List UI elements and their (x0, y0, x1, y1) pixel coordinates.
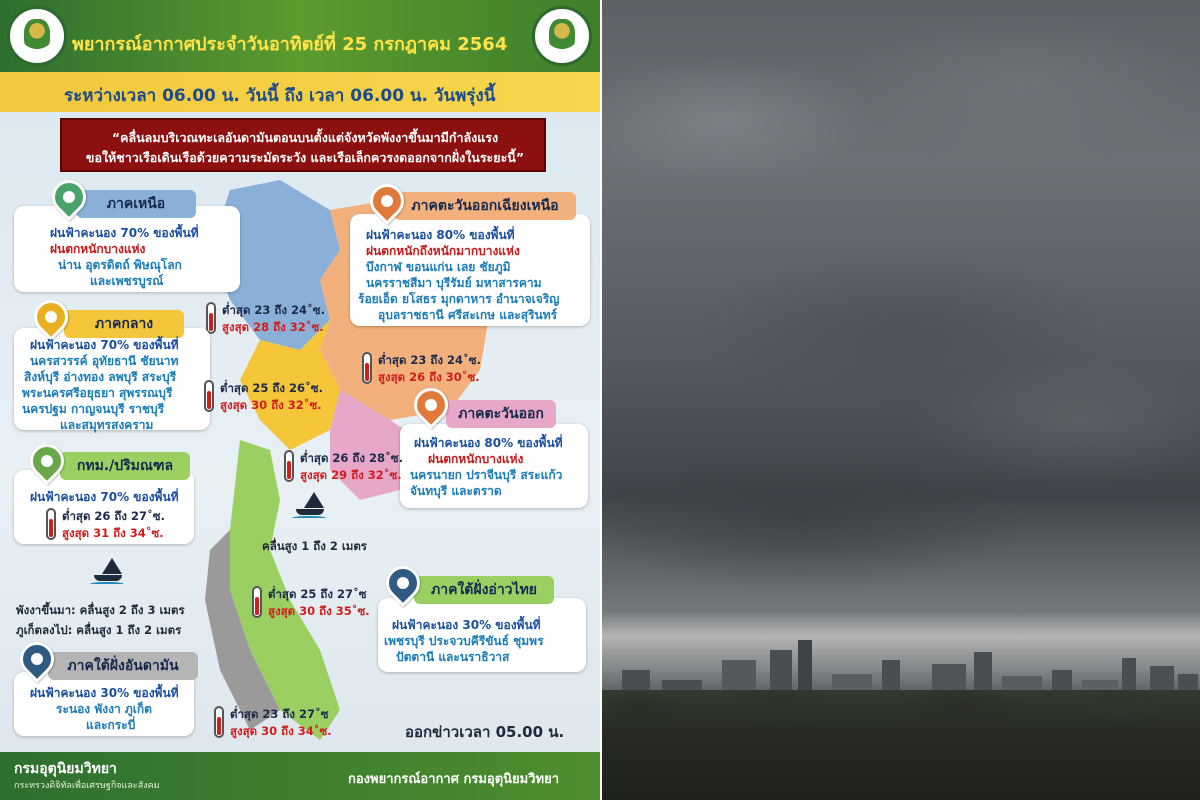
temp-max: สูงสุด 30 ถึง 35˚ซ. (268, 604, 370, 618)
provinces-northeast: นครราชสีมา บุรีรัมย์ มหาสารคาม (366, 276, 542, 290)
heavy-rain-north: ฝนตกหนักบางแห่ง (50, 242, 146, 256)
storm-cloud-photo (602, 0, 1200, 800)
provinces-south-gulf: เพชรบุรี ประจวบคีรีขันธ์ ชุมพร (384, 634, 544, 648)
provinces-northeast: อุบลราชธานี ศรีสะเกษ และสุรินทร์ (378, 308, 558, 322)
temperature-northeast (362, 352, 492, 388)
rain-chance-north: ฝนฟ้าคะนอง 70% ของพื้นที่ (50, 226, 199, 240)
temp-min: ต่ำสุด 26 ถึง 28˚ซ. (300, 451, 403, 465)
provinces-central: สิงห์บุรี อ่างทอง ลพบุรี สระบุรี (24, 370, 177, 384)
thermometer-icon (204, 380, 214, 412)
region-tag-central: ภาคกลาง (64, 310, 184, 338)
temperature-bangkok (46, 508, 176, 544)
rain-chance-south-andaman: ฝนฟ้าคะนอง 30% ของพื้นที่ (30, 686, 179, 700)
provinces-central: นครสวรรค์ อุทัยธานี ชัยนาท (30, 354, 179, 368)
marine-warning-box (60, 118, 546, 172)
heavy-rain-northeast: ฝนตกหนักถึงหนักมากบางแห่ง (366, 244, 520, 258)
temp-max: สูงสุด 30 ถึง 32˚ซ. (220, 398, 322, 412)
provinces-central: พระนครศรีอยุธยา สุพรรณบุรี (22, 386, 173, 400)
thermometer-icon (214, 706, 224, 738)
region-tag-bangkok: กทม./ปริมณฑล (60, 452, 190, 480)
storm-clouds (602, 0, 1200, 640)
region-tag-east: ภาคตะวันออก (446, 400, 556, 428)
temperature-south-gulf (252, 586, 382, 622)
thermometer-icon (46, 508, 56, 540)
tmd-logo-icon (7, 6, 67, 66)
thermometer-icon (284, 450, 294, 482)
region-tag-south-andaman: ภาคใต้ฝั่งอันดามัน (48, 652, 198, 680)
thermometer-icon (206, 302, 216, 334)
provinces-central: และสมุทรสงคราม (60, 418, 154, 432)
temp-min: ต่ำสุด 23 ถึง 24˚ซ. (378, 353, 481, 367)
temperature-north (206, 302, 336, 338)
provinces-north: น่าน อุตรดิตถ์ พิษณุโลก (58, 258, 182, 272)
provinces-south-gulf: ปัตตานี และนราธิวาส (396, 650, 510, 664)
provinces-northeast: บึงกาฬ ขอนแก่น เลย ชัยภูมิ (366, 260, 511, 274)
thermometer-icon (362, 352, 372, 384)
footer-division: กองพยากรณ์อากาศ กรมอุตุนิยมวิทยา (348, 772, 560, 787)
tree-line (602, 690, 1200, 800)
region-tag-northeast: ภาคตะวันออกเฉียงเหนือ (394, 192, 576, 220)
rain-chance-east: ฝนฟ้าคะนอง 80% ของพื้นที่ (414, 436, 563, 450)
temp-min: ต่ำสุด 25 ถึง 27˚ซ (268, 587, 367, 601)
temperature-south-andaman (214, 706, 344, 742)
rain-chance-central: ฝนฟ้าคะนอง 70% ของพื้นที่ (30, 338, 179, 352)
provinces-east: จันทบุรี และตราด (410, 484, 502, 498)
provinces-east: นครนายก ปราจีนบุรี สระแก้ว (410, 468, 563, 482)
warning-line: ขอให้ชาวเรือเดินเรือด้วยความระมัดระวัง และเรือเล็กควรงดออกจากฝั่งในระยะนี้” (85, 150, 525, 165)
temperature-east (284, 450, 414, 486)
temp-max: สูงสุด 30 ถึง 34˚ซ. (230, 724, 332, 738)
rain-chance-northeast: ฝนฟ้าคะนอง 80% ของพื้นที่ (366, 228, 515, 242)
ministry-logo-icon (532, 6, 592, 66)
boat-icon (292, 492, 326, 522)
provinces-south-andaman: ระนอง พังงา ภูเก็ต (56, 702, 152, 716)
temp-max: สูงสุด 26 ถึง 30˚ซ. (378, 370, 480, 384)
heavy-rain-east: ฝนตกหนักบางแห่ง (428, 452, 524, 466)
region-tag-north: ภาคเหนือ (76, 190, 196, 218)
temp-max: สูงสุด 28 ถึง 32˚ซ. (222, 320, 324, 334)
provinces-central: นครปฐม กาญจนบุรี ราชบุรี (22, 402, 165, 416)
region-tag-south-gulf: ภาคใต้ฝั่งอ่าวไทย (414, 576, 554, 604)
rain-chance-south-gulf: ฝนฟ้าคะนอง 30% ของพื้นที่ (392, 618, 541, 632)
temp-min: ต่ำสุด 25 ถึง 26˚ซ. (220, 381, 323, 395)
forecast-time-range: ระหว่างเวลา 06.00 น. วันนี้ ถึง เวลา 06.00 น. วันพรุ่งนี้ (64, 86, 496, 106)
wave-height-andaman-north: พังงาขึ้นมา: คลื่นสูง 2 ถึง 3 เมตร (16, 603, 185, 617)
thermometer-icon (252, 586, 262, 618)
provinces-south-andaman: และกระบี่ (86, 718, 136, 732)
temp-min: ต่ำสุด 26 ถึง 27˚ซ. (62, 509, 165, 523)
provinces-north: และเพชรบูรณ์ (90, 274, 164, 288)
provinces-northeast: ร้อยเอ็ด ยโสธร มุกดาหาร อำนาจเจริญ (358, 292, 560, 306)
issue-time: ออกข่าวเวลา 05.00 น. (405, 723, 565, 741)
boat-icon (90, 558, 124, 588)
footer-ministry: กระทรวงดิจิทัลเพื่อเศรษฐกิจและสังคม (14, 781, 160, 791)
warning-line: “คลื่นลมบริเวณทะเลอันดามันตอนบนตั้งแต่จังหวัดพังงาขึ้นมามีกำลังแรง (111, 130, 499, 145)
temp-max: สูงสุด 29 ถึง 32˚ซ. (300, 468, 402, 482)
temperature-central (204, 380, 334, 416)
wave-height-andaman-south: ภูเก็ตลงไป: คลื่นสูง 1 ถึง 2 เมตร (16, 623, 182, 637)
footer-organization: กรมอุตุนิยมวิทยา (14, 761, 117, 777)
rain-chance-bangkok: ฝนฟ้าคะนอง 70% ของพื้นที่ (30, 490, 179, 504)
forecast-title: พยากรณ์อากาศประจำวันอาทิตย์ที่ 25 กรกฎาคม 2564 (72, 34, 508, 55)
temp-min: ต่ำสุด 23 ถึง 24˚ซ. (222, 303, 325, 317)
wave-height-gulf: คลื่นสูง 1 ถึง 2 เมตร (262, 539, 367, 553)
temp-max: สูงสุด 31 ถึง 34˚ซ. (62, 526, 164, 540)
temp-min: ต่ำสุด 23 ถึง 27˚ซ (230, 707, 329, 721)
